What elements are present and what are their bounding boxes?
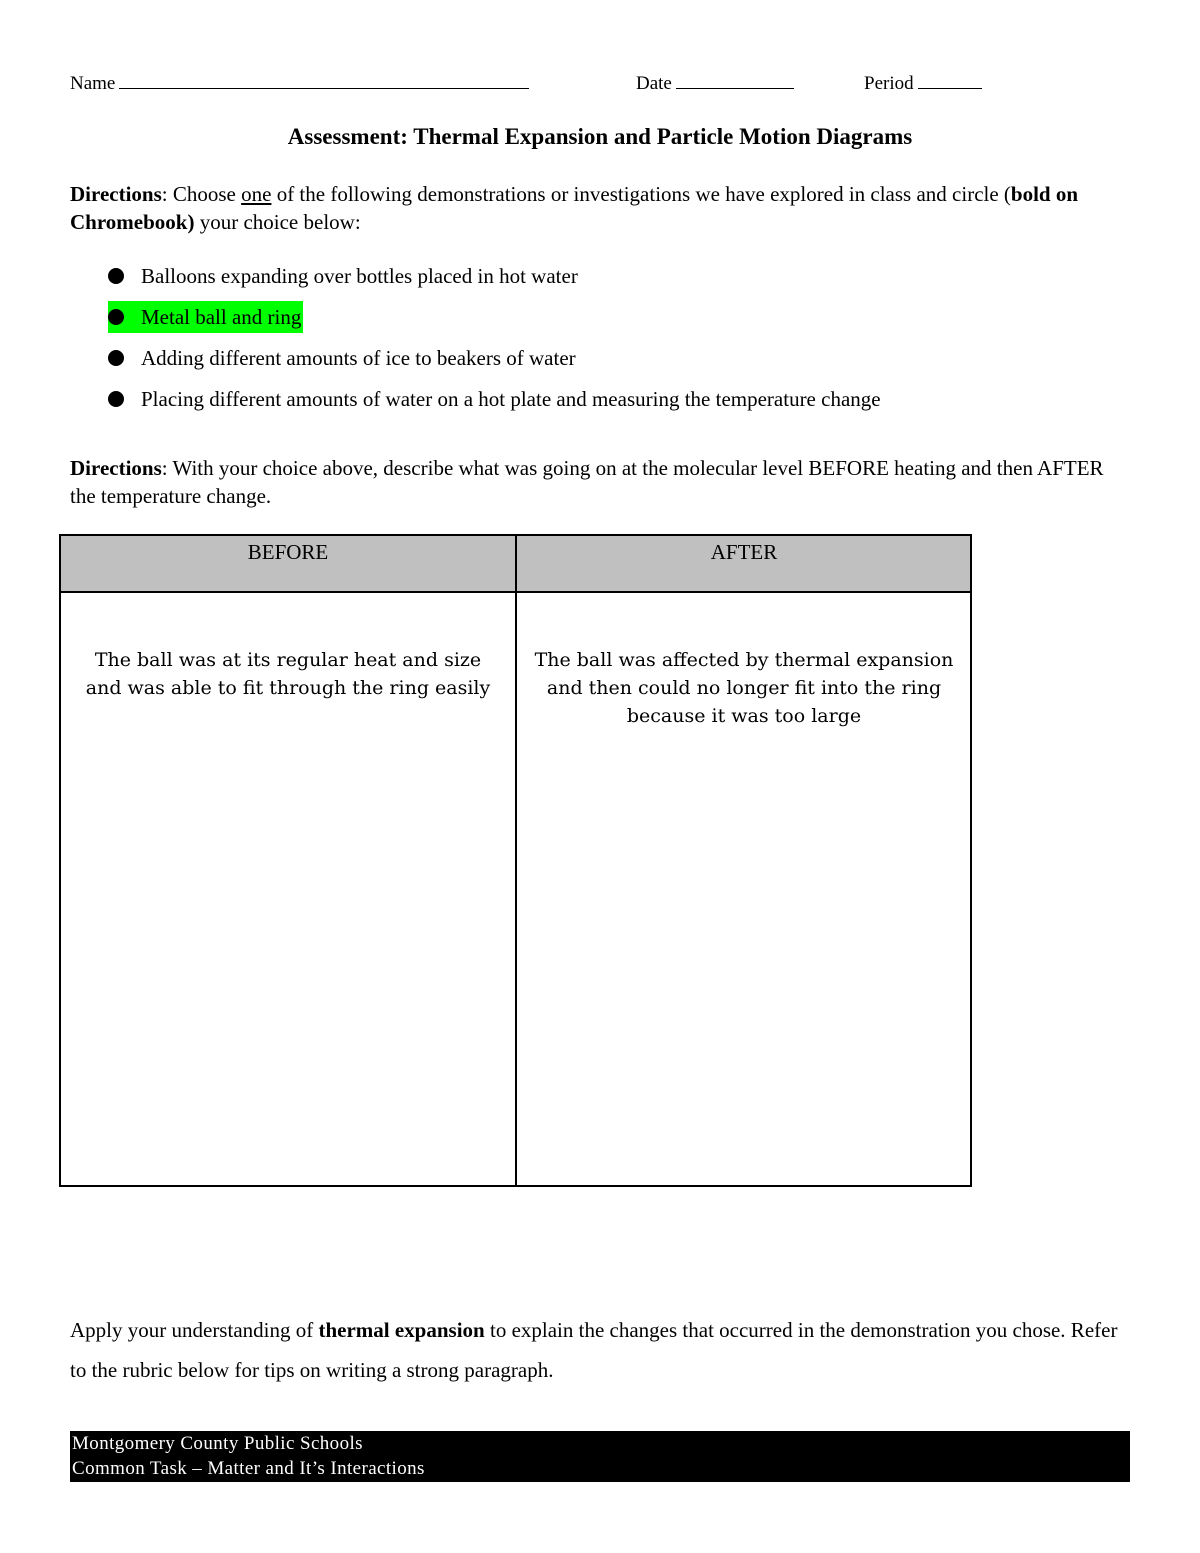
- directions-choose: [70, 180, 1130, 236]
- option-item[interactable]: [108, 383, 883, 424]
- column-divider: [515, 536, 517, 1185]
- footer-line-2: Common Task – Matter and It’s Interactions: [72, 1458, 425, 1479]
- period-field[interactable]: [864, 70, 982, 95]
- bullet-icon: [108, 268, 124, 284]
- option-label: Balloons expanding over bottles placed in hot water: [141, 264, 578, 288]
- before-response[interactable]: The ball was at its regular heat and size and was able to fit through the ring easily: [85, 649, 491, 699]
- bullet-icon: [108, 350, 124, 366]
- before-after-table: [59, 534, 972, 1187]
- before-header: BEFORE: [247, 540, 329, 564]
- option-content: [108, 383, 883, 415]
- option-content: [108, 260, 580, 292]
- footer-bar: [70, 1431, 1130, 1482]
- apply-text: to explain the changes that occurred in the demonstration you chose. Refer to the rubric below for tips on writing a strong paragraph.: [70, 1318, 1118, 1382]
- directions-describe: [70, 454, 1130, 510]
- footer-line-1: Montgomery County Public Schools: [72, 1433, 363, 1454]
- date-field[interactable]: [636, 70, 794, 95]
- emphasis-one: one: [241, 182, 272, 206]
- page-title: Assessment: Thermal Expansion and Particle Motion Diagrams: [287, 124, 913, 149]
- after-response[interactable]: The ball was affected by thermal expansion and then could no longer fit into the ring because it was too large: [534, 649, 954, 727]
- directions-label: Directions: [70, 456, 162, 480]
- thermal-expansion-term: thermal expansion: [318, 1318, 485, 1342]
- chromebook-note: bold on Chromebook): [70, 182, 1079, 234]
- option-item[interactable]: [108, 260, 883, 301]
- directions-text: of the following demonstrations or investigations we have explored in class and circle (: [271, 182, 1011, 206]
- option-label: Metal ball and ring: [141, 305, 302, 329]
- directions-text: your choice below:: [194, 210, 361, 234]
- date-blank-line[interactable]: [676, 70, 794, 89]
- bullet-icon: [108, 391, 124, 407]
- bullet-icon: [108, 309, 124, 325]
- option-label: Adding different amounts of ice to beakers of water: [141, 346, 576, 370]
- demonstration-options-list: [108, 260, 883, 424]
- directions-text: : With your choice above, describe what was going on at the molecular level BEFORE heating and then AFTER the temperature change.: [70, 456, 1104, 508]
- after-header: AFTER: [710, 540, 778, 564]
- period-label: Period: [864, 73, 914, 94]
- student-info-row: [70, 70, 1130, 98]
- period-blank-line[interactable]: [918, 70, 982, 89]
- directions-text: : Choose: [161, 182, 242, 206]
- selected-option: [108, 301, 303, 333]
- directions-label: Directions: [70, 182, 162, 206]
- option-item[interactable]: [108, 342, 883, 383]
- name-blank-line[interactable]: [119, 70, 529, 89]
- name-field[interactable]: [70, 70, 529, 95]
- date-label: Date: [636, 73, 672, 94]
- option-content: [108, 342, 578, 374]
- option-item[interactable]: [108, 301, 883, 342]
- apply-text: Apply your understanding of: [70, 1318, 319, 1342]
- option-label: Placing different amounts of water on a hot plate and measuring the temperature change: [141, 387, 881, 411]
- name-label: Name: [70, 73, 116, 94]
- apply-prompt: [70, 1310, 1130, 1390]
